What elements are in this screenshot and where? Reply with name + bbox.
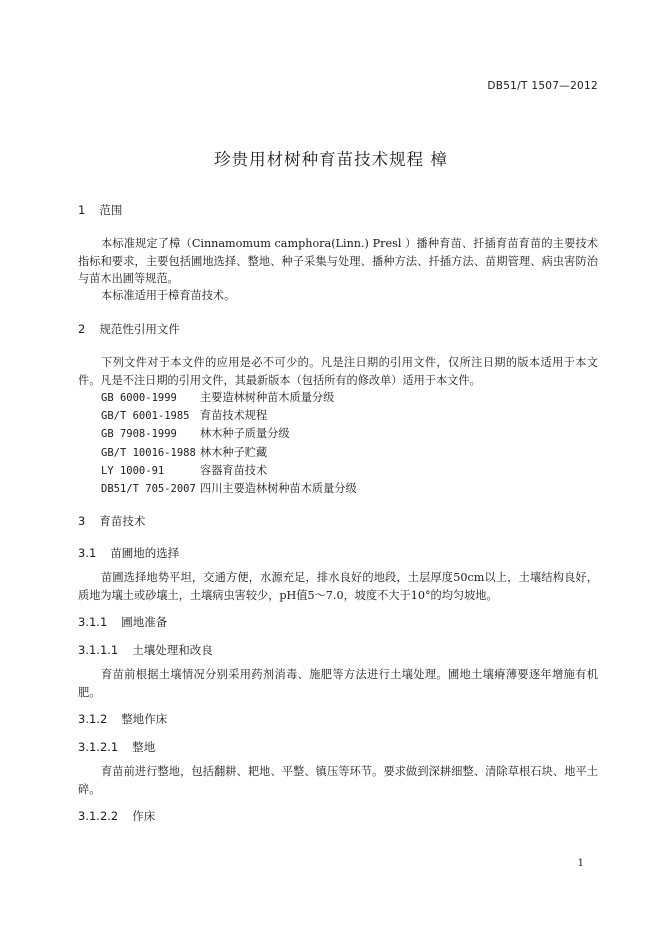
reference-code: DB51/T 705-2007 — [101, 483, 196, 496]
section-title: 圃地准备 — [121, 615, 168, 629]
document-title: 珍贵用材树种育苗技术规程 樟 — [214, 150, 448, 169]
nursery-selection-paragraph: 苗圃选择地势平坦，交通方便，水源充足，排水良好的地段，土层厚度50cm以上，土壤结构良好，质地为壤土或砂壤土，土壤病虫害较少，pH值5～7.0，坡度不大于10°的均匀坡地。 — [78, 571, 598, 602]
section-1-heading — [78, 202, 122, 218]
section-number: 3.1.1.1 — [78, 643, 119, 657]
section-number: 3.1.2 — [78, 712, 108, 726]
page-number: 1 — [577, 858, 584, 869]
references-intro: 下列文件对于本文件的应用是必不可少的。凡是注日期的引用文件，仅所注日期的版本适用于本文件。凡是不注日期的引用文件，其最新版本（包括所有的修改单）适用于本文件。 — [78, 356, 598, 387]
reference-code: GB 7908-1999 — [101, 428, 177, 441]
reference-item — [101, 425, 357, 443]
reference-name: 四川主要造林树种苗木质量分级 — [200, 482, 357, 496]
section-3-1-2-1-heading — [78, 739, 155, 755]
section-3-1-2-2-heading — [78, 808, 155, 824]
section-number: 1 — [78, 203, 86, 217]
section-number: 3.1.2.2 — [78, 809, 119, 823]
soil-treatment-paragraph: 育苗前根据土壤情况分别采用药剂消毒、施肥等方法进行土壤处理。圃地土壤瘠薄要逐年增施有机肥。 — [78, 668, 598, 699]
section-3-1-1-heading — [78, 614, 167, 630]
reference-item — [101, 389, 357, 407]
land-preparation-paragraph: 育苗前进行整地，包括翻耕、耙地、平整、镇压等环节。要求做到深耕细整、清除草根石块、地平土碎。 — [78, 765, 598, 796]
reference-name: 主要造林树种苗木质量分级 — [200, 391, 335, 404]
section-title: 育苗技术 — [99, 514, 146, 528]
reference-item — [101, 480, 357, 498]
reference-code: GB 6000-1999 — [101, 392, 177, 404]
reference-item — [101, 407, 357, 425]
reference-code: LY 1000-91 — [101, 464, 165, 477]
section-3-1-heading — [78, 545, 179, 561]
section-3-1-1-1-heading — [78, 642, 213, 658]
section-3-heading — [78, 513, 145, 529]
reference-name: 育苗技术规程 — [200, 409, 268, 423]
standard-code: DB51/T 1507—2012 — [487, 80, 598, 92]
section-number: 3.1.2.1 — [78, 740, 119, 754]
section-2-heading — [78, 321, 180, 337]
section-title: 整地作床 — [121, 712, 168, 726]
reference-item — [101, 462, 357, 480]
section-title: 范围 — [99, 203, 123, 217]
section-title: 作床 — [132, 809, 156, 823]
reference-code: GB/T 6001-1985 — [101, 410, 190, 423]
reference-name: 林木种子质量分级 — [200, 427, 290, 441]
section-title: 苗圃地的选择 — [110, 546, 180, 560]
reference-list — [101, 389, 357, 498]
reference-item — [101, 444, 357, 462]
section-number: 3.1.1 — [78, 615, 108, 629]
section-title: 整地 — [132, 740, 156, 754]
section-number: 3 — [78, 514, 86, 528]
reference-name: 容器育苗技术 — [200, 463, 268, 477]
scope-applicability: 本标准适用于樟育苗技术。 — [101, 289, 236, 302]
reference-name: 林木种子贮藏 — [200, 445, 268, 459]
reference-code: GB/T 10016-1988 — [101, 446, 196, 459]
section-3-1-2-heading — [78, 711, 167, 727]
scope-paragraph: 本标准规定了樟（Cinnamomum camphora(Linn.) Presl ）播种育苗、扦插育苗育苗的主要技术指标和要求，主要包括圃地选择、整地、种子采集与处理、播种方法、扦插方法、苗期管理、病虫害防治与苗木出圃等规范。 — [78, 237, 598, 285]
section-title: 规范性引用文件 — [99, 322, 180, 336]
section-number: 2 — [78, 322, 86, 336]
section-number: 3.1 — [78, 546, 97, 560]
section-title: 土壤处理和改良 — [132, 643, 213, 657]
